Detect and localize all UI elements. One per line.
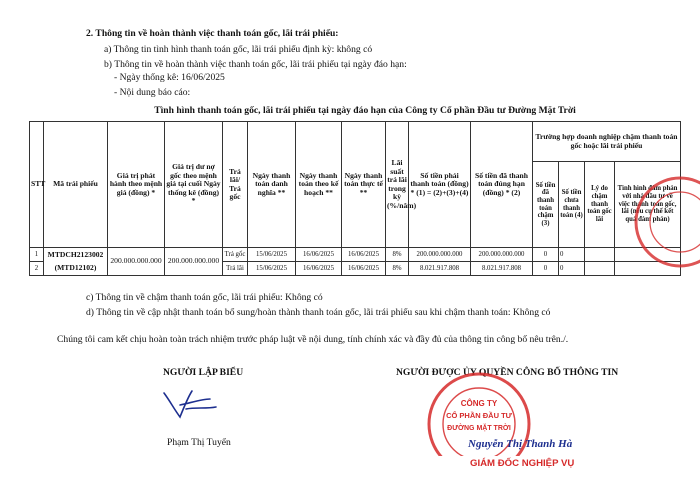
table-row [30,248,681,262]
row-paid-late: 0 [533,262,559,276]
bond-code-alt: (MTD12102) [54,262,97,272]
header-paid-late: Số tiền đã thanh toán chậm (3) [533,162,559,248]
row-nominal-date: 15/06/2025 [248,248,296,262]
report-content-label: - Nội dung báo cáo: [114,87,191,98]
preparer-name: Phạm Thị Tuyển [167,437,231,448]
header-payable: Số tiền phải thanh toán (đồng) * (1) = (2)+(3)+(4) [409,122,471,248]
row-unpaid: 0 [559,262,585,276]
row-paid-late: 0 [533,248,559,262]
seal-line-3: ĐƯỜNG MẶT TRỜI [447,425,511,432]
authorized-title: NGƯỜI ĐƯỢC ỦY QUYỀN CÔNG BỐ THÔNG TIN [396,367,619,378]
row-actual-date: 16/06/2025 [342,262,386,276]
header-paid-on-time: Số tiền đã thanh toán đúng hạn (đồng) * (2) [471,122,533,248]
row-unpaid: 0 [559,248,585,262]
bond-code-cell [44,248,108,276]
authorized-signature: Nguyễn Thị Thanh Hà [468,438,573,450]
row-paid-on-time: 8.021.917.808 [471,262,533,276]
bond-code: MTDCH2123002 [47,250,104,259]
header-stt: STT [30,122,44,248]
seal-line-1: CÔNG TY [460,399,498,408]
header-reason: Lý do chậm thanh toán gốc lãi [585,162,615,248]
side-seal-icon [620,172,700,272]
header-late-group: Trường hợp doanh nghiệp chậm thanh toán gốc hoặc lãi trái phiếu [533,122,681,162]
outstanding-value: 200.000.000.000 [165,248,223,276]
row-payable: 200.000.000.000 [409,248,471,262]
header-nominal-date: Ngày thanh toán danh nghĩa ** [248,122,296,248]
row-rate: 8% [386,248,409,262]
row-plan-date: 16/06/2025 [296,248,342,262]
issue-value: 200.000.000.000 [108,248,165,276]
stat-date: - Ngày thống kê: 16/06/2025 [114,72,225,83]
header-unpaid: Số tiền chưa thanh toán (4) [559,162,585,248]
section-heading: 2. Thông tin về hoàn thành việc thanh toán gốc, lãi trái phiếu: [86,28,339,39]
row-actual-date: 16/06/2025 [342,248,386,262]
row-stt: 2 [30,262,44,276]
row-pay-type: Trả lãi [223,262,248,276]
item-c: c) Thông tin về chậm thanh toán gốc, lãi trái phiếu: Không có [86,292,323,303]
authorized-position: GIÁM ĐỐC NGHIỆP VỤ [470,458,575,469]
header-issue-value: Giá trị phát hành theo mệnh giá (đồng) * [108,122,165,248]
row-plan-date: 16/06/2025 [296,262,342,276]
header-rate: Lãi suất trả lãi trong kỳ (%/năm) [386,122,409,248]
row-payable: 8.021.917.808 [409,262,471,276]
header-actual-date: Ngày thanh toán thực tế ** [342,122,386,248]
item-b: b) Thông tin về hoàn thành việc thanh toán gốc, lãi trái phiếu tại ngày đáo hạn: [104,59,407,70]
preparer-title: NGƯỜI LẬP BIỂU [163,367,244,378]
commitment: Chúng tôi cam kết chịu hoàn toàn trách nhiệm trước pháp luật về nội dung, tính chính xác và đầy đủ của thông tin công bố nêu trên./. [57,334,569,345]
row-stt: 1 [30,248,44,262]
row-reason [585,248,615,262]
header-negotiation: Tình hình đàm phán với nhà đầu tư về việc thanh toán gốc, lãi (nếu cụ thể kết quả đàm phán) [615,162,681,248]
header-bond-code: Mã trái phiếu [44,122,108,248]
row-rate: 8% [386,262,409,276]
bond-payment-table [29,121,681,276]
item-a: a) Thông tin tình hình thanh toán gốc, lãi trái phiếu định kỳ: không có [104,44,373,55]
row-pay-type: Trả gốc [223,248,248,262]
header-pay-type: Trả lãi/ Trả gốc [223,122,248,248]
preparer-signature-icon [150,383,240,425]
seal-line-2: CỔ PHẦN ĐẦU TƯ [446,411,512,420]
row-paid-on-time: 200.000.000.000 [471,248,533,262]
row-reason [585,262,615,276]
item-d: d) Thông tin về cập nhật thanh toán bổ sung/hoàn thành thanh toán gốc, lãi trái phiếu sau khi chậm thanh toán: Không có [86,307,551,318]
table-title: Tình hình thanh toán gốc, lãi trái phiếu tại ngày đáo hạn của Công ty Cổ phần Đầu tư Đường Mặt Trời [154,105,576,116]
row-nominal-date: 15/06/2025 [248,262,296,276]
header-outstanding: Giá trị dư nợ gốc theo mệnh giá tại cuối Ngày thống kê (đồng) * [165,122,223,248]
header-plan-date: Ngày thanh toán theo kế hoạch ** [296,122,342,248]
